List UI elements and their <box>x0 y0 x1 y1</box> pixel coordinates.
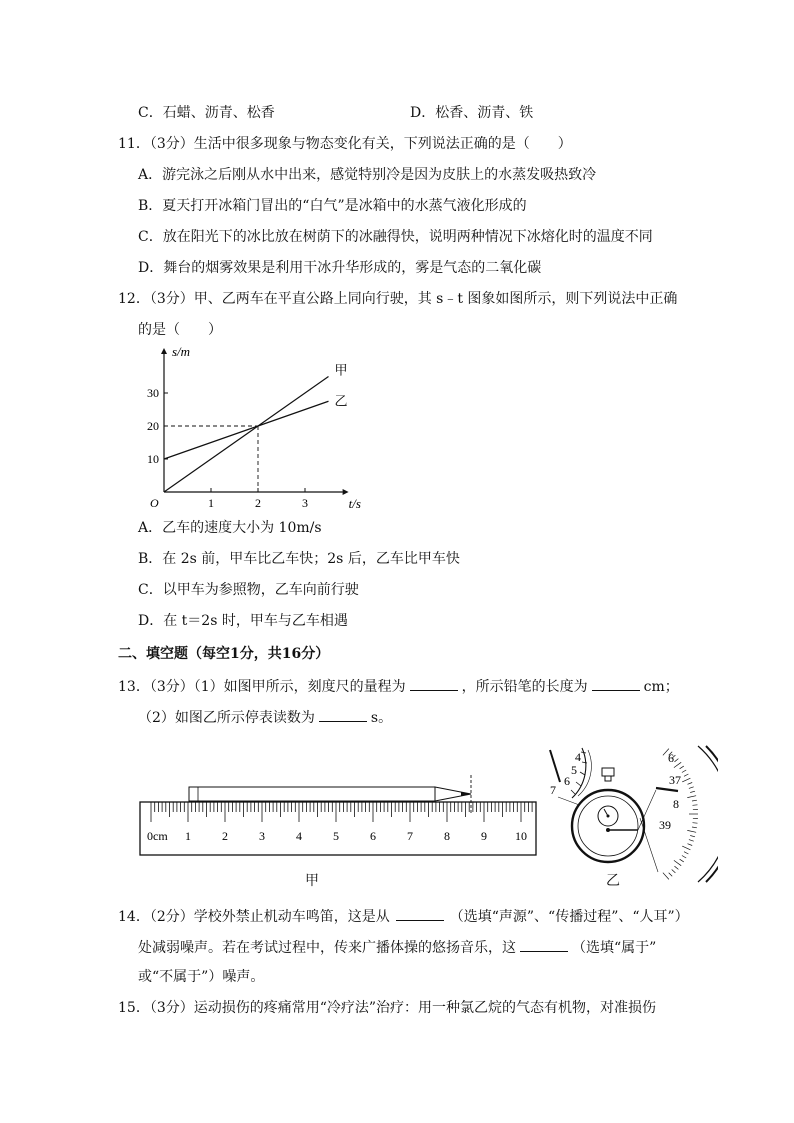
second-num-37: 37 <box>669 773 681 787</box>
y-axis-arrow <box>161 348 167 354</box>
x-tick-label: 1 <box>208 496 214 510</box>
ruler-number: 1 <box>185 829 191 843</box>
q13-blank-length[interactable] <box>592 676 640 691</box>
q13-text-c: cm； <box>643 679 679 695</box>
ruler-number: 9 <box>481 829 487 843</box>
minute-pointer <box>550 750 560 782</box>
ruler-caption: 甲 <box>305 873 319 889</box>
q14-text-a: 14．（2分）学校外禁止机动车鸣笛，这是从 <box>118 909 390 925</box>
q13-text-e: s。 <box>370 710 393 726</box>
second-num-6: 6 <box>668 751 674 765</box>
x-tick-label: 2 <box>255 496 261 510</box>
x-axis-arrow <box>343 489 349 495</box>
minute-num-4: 4 <box>575 750 581 764</box>
q12-option-d: D．在 t＝2s 时，甲车与乙车相遇 <box>138 613 348 629</box>
ruler-unit-label: 0cm <box>147 829 168 843</box>
q14-text-b: （选填“声源”、“传播过程”、“人耳”） <box>449 909 689 925</box>
q14-text-c: 处减弱噪声。若在考试过程中，传来广播体操的悠扬音乐，这 <box>138 940 516 956</box>
q14-line3: 或“不属于”）噪声。 <box>138 969 265 985</box>
q12-option-c: C．以甲车为参照物，乙车向前行驶 <box>138 582 359 598</box>
ruler-number: 4 <box>296 829 302 843</box>
second-num-39: 39 <box>659 818 671 832</box>
q12-option-a: A．乙车的速度大小为 10m/s <box>138 520 322 536</box>
pencil <box>189 787 471 801</box>
ruler-number: 3 <box>259 829 265 843</box>
second-dial-arc <box>698 746 718 882</box>
origin-label: O <box>150 496 159 510</box>
q12-stem-line1: 12．（3分）甲、乙两车在平直公路上同向行驶，其 s﹣t 图象如图所示，则下列说法中正确 <box>118 291 678 307</box>
q10-option-d: D．松香、沥青、铁 <box>410 105 534 121</box>
q14-blank-1[interactable] <box>396 906 444 921</box>
x-tick-label: 3 <box>302 496 308 510</box>
ruler-number: 5 <box>333 829 339 843</box>
series-line-yi <box>164 401 329 459</box>
q13-blank-range[interactable] <box>410 676 458 691</box>
q13-text-d: （2）如图乙所示停表读数为 <box>138 710 315 726</box>
q13-line1 <box>118 676 679 696</box>
chart-layer <box>147 344 361 511</box>
stopwatch-caption: 乙 <box>606 873 620 889</box>
q11-option-c: C．放在阳光下的冰比放在树荫下的冰融得快，说明两种情况下冰熔化时的温度不同 <box>138 229 653 245</box>
q13-text-b: ，所示铅笔的长度为 <box>461 679 588 695</box>
second-num-8: 8 <box>673 797 679 811</box>
q11-option-d: D．舞台的烟雾效果是利用干冰升华形成的，雾是气态的二氧化碳 <box>138 260 542 276</box>
series-label-jia: 甲 <box>334 362 348 378</box>
minute-num-7: 7 <box>550 783 556 797</box>
y-tick-label: 30 <box>147 386 159 400</box>
q12-option-b: B．在 2s 前，甲车比乙车快；2s 后，乙车比甲车快 <box>138 551 460 567</box>
q12-stem-line2: 的是（ ） <box>138 322 222 338</box>
second-dial-ticks <box>663 749 698 880</box>
y-tick-label: 10 <box>147 452 159 466</box>
ruler-figure <box>138 775 538 857</box>
ruler-number: 7 <box>407 829 413 843</box>
ruler-number: 8 <box>444 829 450 843</box>
q11-stem: 11．（3分）生活中很多现象与物态变化有关，下列说法正确的是（ ） <box>118 136 572 152</box>
q13-blank-stopwatch[interactable] <box>319 707 367 722</box>
q13-text-a: 13．（3分）（1）如图甲所示，刻度尺的量程为 <box>118 679 406 695</box>
ruler-number: 6 <box>370 829 376 843</box>
q10-option-c: C．石蜡、沥青、松香 <box>138 105 275 121</box>
minute-num-6: 6 <box>564 774 570 788</box>
ruler-number: 2 <box>222 829 228 843</box>
y-tick-label: 20 <box>147 419 159 433</box>
q14-blank-2[interactable] <box>520 937 568 952</box>
stopwatch-crown <box>602 768 614 776</box>
ruler-number: 10 <box>515 829 527 843</box>
q13-line2 <box>138 707 392 727</box>
q14-line2 <box>138 937 656 957</box>
section-2-title: 二、填空题（每空1分，共16分） <box>118 646 330 662</box>
st-graph <box>140 342 370 512</box>
x-axis-label: t/s <box>348 496 361 511</box>
stopwatch-figure <box>538 742 718 890</box>
q14-text-d: （选填“属于” <box>572 940 657 956</box>
q15-line1: 15．（3分）运动损伤的疼痛常用“冷疗法”治疗：用一种氯乙烷的气态有机物，对准损伤 <box>118 1000 657 1016</box>
q11-option-b: B．夏天打开冰箱门冒出的“白气”是冰箱中的水蒸气液化形成的 <box>138 198 527 214</box>
series-label-yi: 乙 <box>334 393 348 409</box>
q11-option-a: A．游完泳之后刚从水中出来，感觉特别冷是因为皮肤上的水蒸发吸热致冷 <box>138 167 597 183</box>
minute-num-5: 5 <box>571 763 577 777</box>
y-axis-label: s/m <box>172 344 191 359</box>
q14-line1 <box>118 906 689 926</box>
second-pointer <box>656 788 678 791</box>
series-line-jia <box>164 377 329 493</box>
